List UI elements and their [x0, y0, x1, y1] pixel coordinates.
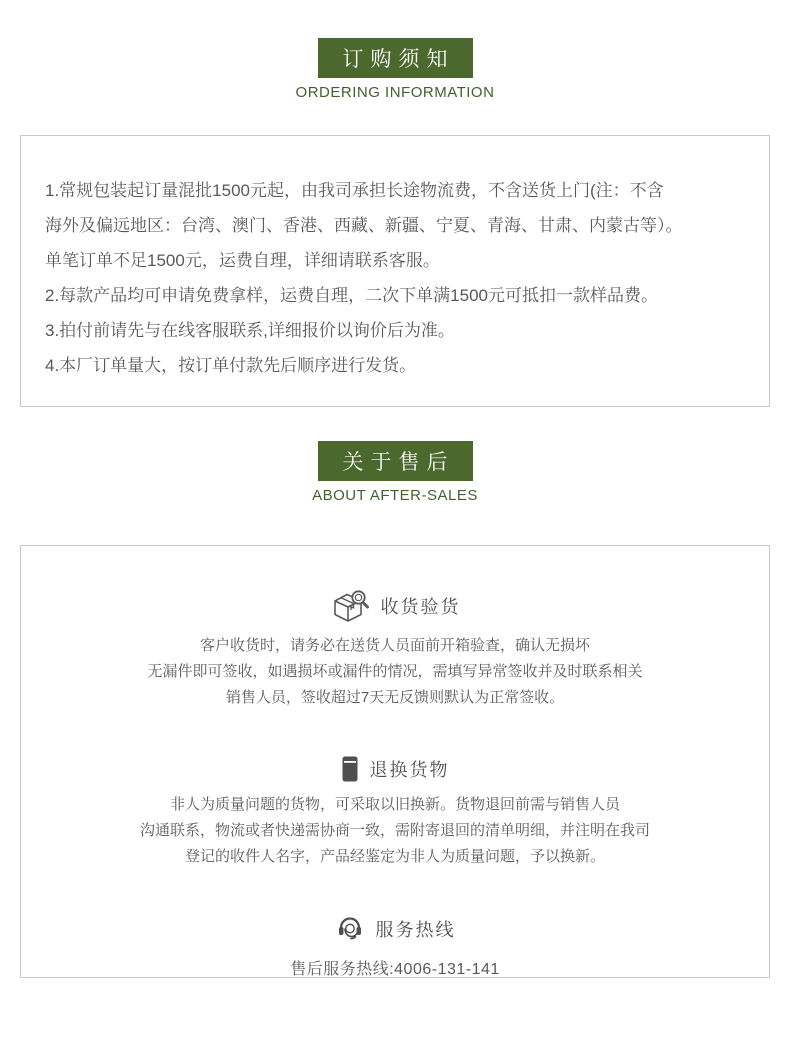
- aftersales-title: 关于售后: [318, 441, 473, 481]
- hotline-section-heading: [21, 914, 769, 944]
- ordering-title: 订购须知: [318, 38, 473, 78]
- ordering-subtitle: ORDERING INFORMATION: [295, 84, 495, 101]
- return-line: 登记的收件人名字，产品经鉴定为非人为质量问题，予以换新。: [184, 848, 605, 865]
- ordering-line: 4.本厂订单量大，按订单付款先后顺序进行发货。: [45, 356, 417, 375]
- ordering-info-box: [20, 135, 770, 407]
- package-inspect-icon: [330, 588, 370, 624]
- aftersales-info-box: [20, 545, 770, 978]
- inspect-line: 客户收货时，请务必在送货人员面前开箱验查，确认无损坏: [199, 637, 590, 654]
- ordering-header: [0, 0, 790, 101]
- inspect-line: 销售人员，签收超过7天无反馈则默认为正常签收。: [225, 689, 565, 706]
- ordering-line: 2.每款产品均可申请免费拿样，运费自理，二次下单满1500元可抵扣一款样品费。: [45, 286, 658, 305]
- inspect-line: 无漏件即可签收，如遇损坏或漏件的情况，需填写异常签收并及时联系相关: [147, 663, 643, 680]
- inspect-paragraph: [21, 633, 769, 711]
- return-heading-label: 退换货物: [369, 760, 450, 780]
- return-package-icon: [341, 755, 359, 783]
- ordering-line: 单笔订单不足1500元，运费自理，详细请联系客服。: [45, 251, 440, 270]
- ordering-line: 海外及偏远地区：台湾、澳门、香港、西藏、新疆、宁夏、青海、甘肃、内蒙古等）。: [45, 216, 683, 235]
- inspect-section-heading: [21, 588, 769, 624]
- return-line: 沟通联系，物流或者快递需协商一致，需附寄退回的清单明细，并注明在我司: [139, 822, 650, 839]
- inspect-heading-label: 收货验货: [380, 597, 461, 617]
- ordering-line: 3.拍付前请先与在线客服联系,详细报价以询价后为准。: [45, 321, 455, 340]
- aftersales-subtitle: ABOUT AFTER-SALES: [312, 487, 478, 504]
- return-paragraph: [21, 792, 769, 870]
- aftersales-header: [0, 407, 790, 504]
- hotline-number: 售后服务热线:4006-131-141: [290, 961, 500, 978]
- hotline-heading-label: 服务热线: [375, 920, 456, 940]
- ordering-line: 1.常规包装起订量混批1500元起，由我司承担长途物流费，不含送货上门(注：不含: [45, 181, 664, 200]
- headset-icon: [335, 914, 365, 944]
- return-section-heading: [21, 755, 769, 783]
- return-line: 非人为质量问题的货物，可采取以旧换新。货物退回前需与销售人员: [169, 796, 620, 813]
